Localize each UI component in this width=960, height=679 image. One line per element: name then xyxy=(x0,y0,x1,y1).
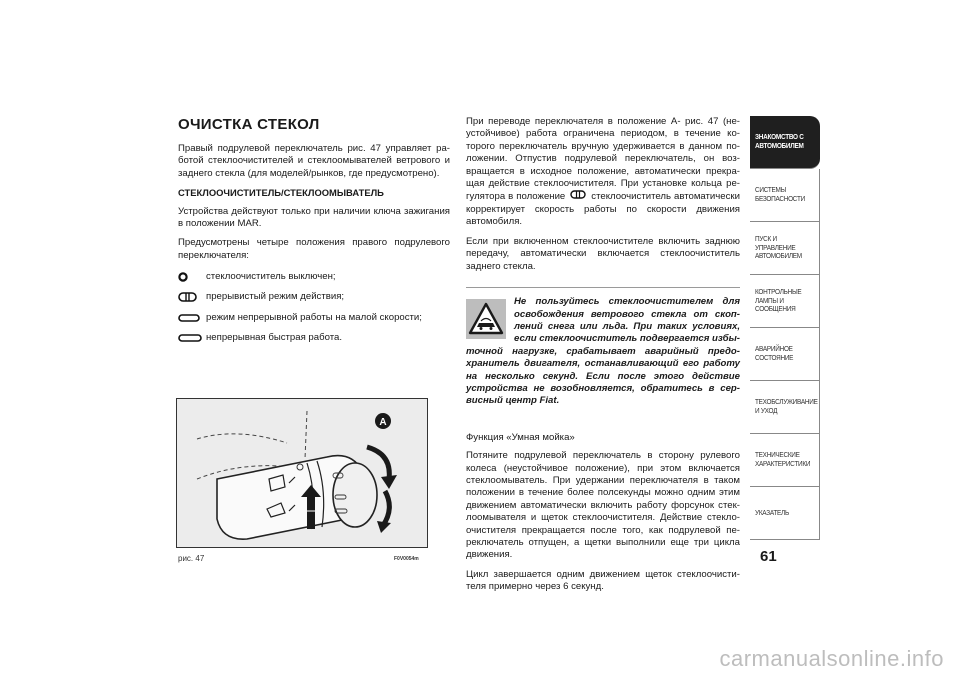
page-number: 61 xyxy=(760,548,777,565)
position-a-text: При переводе переключателя в положение A- рис. 47 (неустойчивое) работа ограничена периодом, в течение которого переключатель вручную удерживается в данном положении. Отпустив подрулевой переключатель, он возвращается в исходное положение, автоматически прекращая действие стеклоочистителя. При установке кольца регулятора в положение xyxy=(466,116,740,203)
mode-row-fast xyxy=(178,331,450,346)
wiper-off-icon xyxy=(178,271,202,283)
cycle-paragraph: Цикл завершается одним движением щеток стеклоочистителя примерно через 6 секунд. xyxy=(466,568,740,593)
left-column xyxy=(178,116,450,351)
mode-row-off xyxy=(178,269,450,284)
page-title: ОЧИСТКА СТЕКОЛ xyxy=(178,116,320,133)
wiper-slow-icon xyxy=(178,312,202,324)
figure-47-wiper-stalk xyxy=(176,398,428,548)
figure-code: F0V0054m xyxy=(394,556,419,562)
warning-block xyxy=(466,287,740,408)
smart-wash-paragraph: Потяните подрулевой переключатель в сторону рулевого колеса (неустойчивое положение), при этом включается стеклоомыватель. При удержании переключателя в таком положении в течение более полсекунды можно одним этим движением автоматически включить работу форсунок стеклоомывателя и щеток стеклоочистителя. Действие стеклоочистителя прекращается после того, как подрулевой переключатель отпущен, а щетки выполнили еще три цикла движения. xyxy=(466,450,740,561)
warning-triangle-icon xyxy=(466,299,506,339)
tab-label: ЗНАКОМСТВО С АВТОМОБИЛЕМ xyxy=(755,132,804,150)
position-a-paragraph xyxy=(466,116,740,229)
tab-label: ТЕХОБСЛУЖИВАНИЕ И УХОД xyxy=(755,397,818,415)
wiper-intermittent-icon xyxy=(178,291,202,303)
intro-paragraph: Правый подрулевой переключатель рис. 47 управляет работой стеклоочистителей и стеклоомывателей ветрового и заднего стекла (для моделей/рынков, где предусмотрено). xyxy=(178,143,450,179)
tab-technical-specs[interactable] xyxy=(750,434,820,487)
tab-label: КОНТРОЛЬНЫЕ ЛАМПЫ И СООБЩЕНИЯ xyxy=(755,287,802,314)
warning-text: Не пользуйтесь стеклоочистителем для освобождения ветрового стекла от скоплений снега или льда. При таких условиях, если стеклоочиститель подвергается избыточной нагрузке, срабатывает аварийный предохранитель двигателя, останавливающий его работу на несколько секунд. Если после этого действие устройства не возобновляется, обратитесь в сервисный центр Fiat. xyxy=(466,296,740,407)
tab-label: АВАРИЙНОЕ СОСТОЯНИЕ xyxy=(755,344,794,362)
mode-text: непрерывная быстрая работа. xyxy=(206,332,343,344)
mode-row-slow xyxy=(178,310,450,325)
mode-text: прерывистый режим действия; xyxy=(206,291,345,303)
tab-getting-to-know[interactable] xyxy=(750,116,820,169)
mode-text: режим непрерывной работы на малой скорости; xyxy=(206,311,422,323)
wiper-section-heading: СТЕКЛООЧИСТИТЕЛЬ/СТЕКЛООМЫВАТЕЛЬ xyxy=(178,187,384,199)
tab-starting-driving[interactable] xyxy=(750,222,820,275)
smart-wash-heading: Функция «Умная мойка» xyxy=(466,431,575,443)
section-tabs xyxy=(750,116,820,540)
figure-marker-a: A xyxy=(379,417,387,428)
tab-label: ТЕХНИЧЕСКИЕ ХАРАКТЕРИСТИКИ xyxy=(755,450,811,468)
mode-text: стеклоочиститель выключен; xyxy=(206,270,336,282)
tab-maintenance[interactable] xyxy=(750,381,820,434)
tab-label: ПУСК И УПРАВЛЕНИЕ АВТОМОБИЛЕМ xyxy=(755,234,802,261)
tab-index[interactable] xyxy=(750,487,820,540)
tab-emergency[interactable] xyxy=(750,328,820,381)
mode-row-intermittent xyxy=(178,290,450,305)
position-a-text-cont: стеклоочиститель автоматически корректирует скорость работы по скорости движения автомобиля. xyxy=(466,191,740,228)
figure-caption: рис. 47 xyxy=(178,554,205,563)
tab-warning-lights[interactable] xyxy=(750,275,820,328)
tab-label: УКАЗАТЕЛЬ xyxy=(755,507,789,517)
wiper-fast-icon xyxy=(178,332,202,344)
tab-label: СИСТЕМЫ БЕЗОПАСНОСТИ xyxy=(755,185,805,203)
positions-paragraph: Предусмотрены четыре положения правого подрулевого переключателя: xyxy=(178,237,450,261)
watermark: carmanualsonline.info xyxy=(719,646,944,671)
reverse-gear-paragraph: Если при включенном стеклоочистителе включить заднюю передачу, автоматически включается стеклоочиститель заднего стекла. xyxy=(466,235,740,272)
ignition-paragraph: Устройства действуют только при наличии ключа зажигания в положении MAR. xyxy=(178,205,450,230)
right-column xyxy=(466,116,740,601)
wiper-intermittent-inline-icon xyxy=(570,190,586,203)
tab-safety-systems[interactable] xyxy=(750,169,820,222)
